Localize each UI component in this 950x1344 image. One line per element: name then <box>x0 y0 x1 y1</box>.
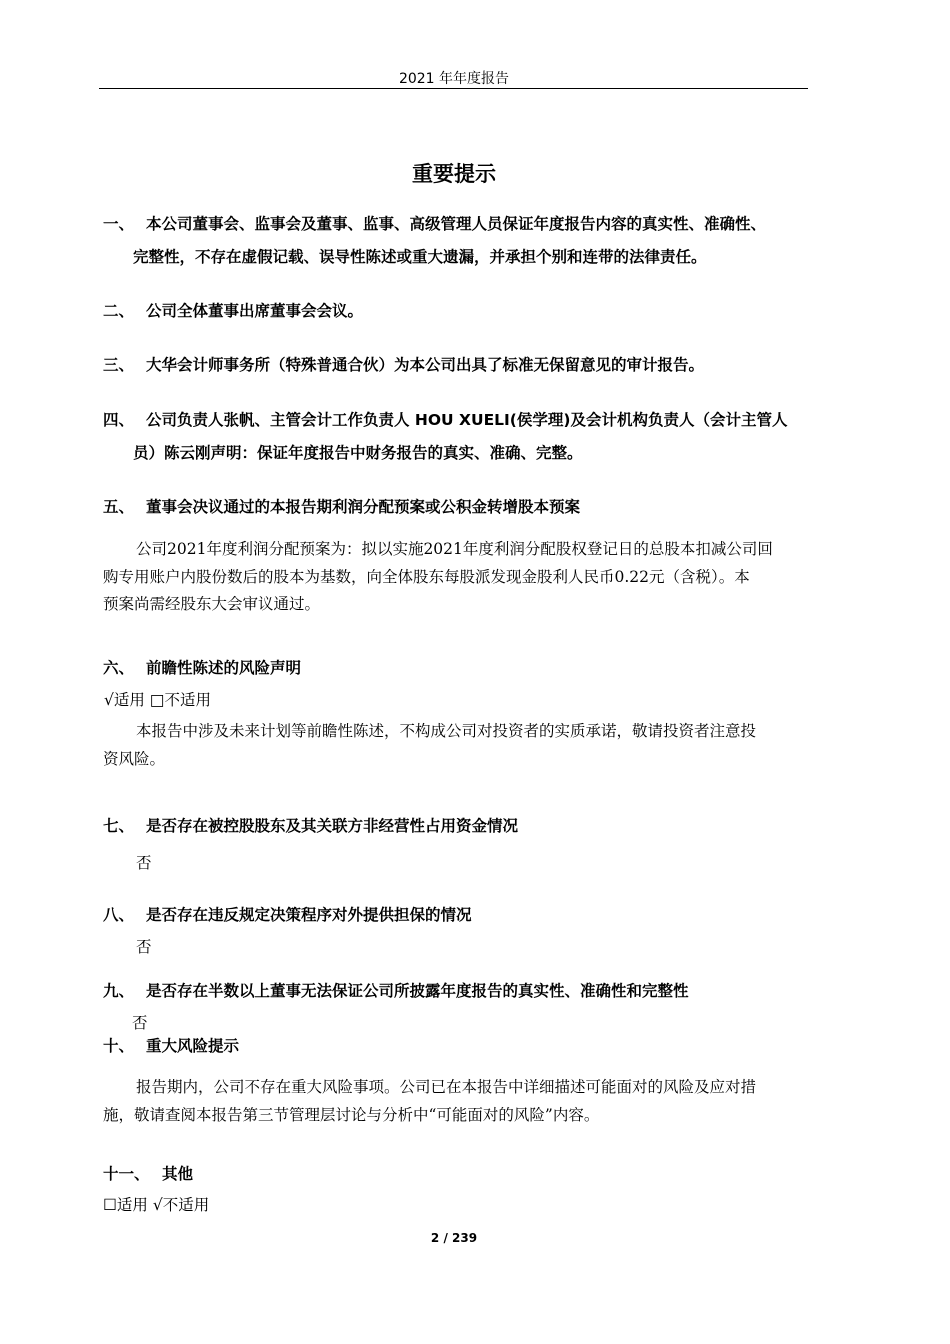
section-11-title: 其他 <box>162 1165 194 1183</box>
section-9-answer: 否 <box>132 1014 148 1032</box>
section-3-text: 大华会计师事务所（特殊普通合伙）为本公司出具了标准无保留意见的审计报告。 <box>146 356 705 374</box>
section-1-line-1: 本公司董事会、监事会及董事、监事、高级管理人员保证年度报告内容的真实性、准确性、 <box>146 215 767 233</box>
section-7-answer: 否 <box>136 854 152 872</box>
section-5-paragraph-line-3: 预案尚需经股东大会审议通过。 <box>103 595 321 613</box>
section-11-number: 十一、 <box>103 1165 150 1183</box>
section-4-line-2: 员）陈云刚声明：保证年度报告中财务报告的真实、准确、完整。 <box>133 444 583 462</box>
page-number: 2 / 239 <box>430 1231 478 1245</box>
section-2-number: 二、 <box>103 302 135 320</box>
section-7-number: 七、 <box>103 817 135 835</box>
section-2-text: 公司全体董事出席董事会会议。 <box>146 302 364 320</box>
section-10-title: 重大风险提示 <box>146 1037 240 1055</box>
section-4-line-1: 公司负责人张帆、主管会计工作负责人 HOU XUELI(侯学理)及会计机构负责人（会计主管人 <box>146 411 788 429</box>
section-10-number: 十、 <box>103 1037 135 1055</box>
section-1-line-2: 完整性，不存在虚假记载、误导性陈述或重大遗漏，并承担个别和连带的法律责任。 <box>133 248 707 266</box>
header-divider <box>99 88 808 89</box>
section-8-title: 是否存在违反规定决策程序对外提供担保的情况 <box>146 906 472 924</box>
section-9-number: 九、 <box>103 982 135 1000</box>
section-10-paragraph-line-2: 施，敬请查阅本报告第三节管理层讨论与分析中“可能面对的风险”内容。 <box>103 1106 600 1124</box>
section-5-number: 五、 <box>103 498 135 516</box>
section-4-number: 四、 <box>103 411 135 429</box>
page-title: 重要提示 <box>412 162 496 186</box>
section-3-number: 三、 <box>103 356 135 374</box>
section-6-paragraph-line-1: 本报告中涉及未来计划等前瞻性陈述，不构成公司对投资者的实质承诺，敬请投资者注意投 <box>136 722 757 740</box>
section-5-paragraph-line-2: 购专用账户内股份数后的股本为基数，向全体股东每股派发现金股利人民币0.22元（含税）。本 <box>103 568 750 586</box>
section-9-title: 是否存在半数以上董事无法保证公司所披露年度报告的真实性、准确性和完整性 <box>146 982 689 1000</box>
running-header: 2021 年年度报告 <box>398 71 510 87</box>
section-6-title: 前瞻性陈述的风险声明 <box>146 659 302 677</box>
section-6-number: 六、 <box>103 659 135 677</box>
section-5-title: 董事会决议通过的本报告期利润分配预案或公积金转增股本预案 <box>146 498 581 516</box>
section-7-title: 是否存在被控股股东及其关联方非经营性占用资金情况 <box>146 817 519 835</box>
section-10-paragraph-line-1: 报告期内，公司不存在重大风险事项。公司已在本报告中详细描述可能面对的风险及应对措 <box>136 1078 757 1096</box>
section-8-number: 八、 <box>103 906 135 924</box>
section-6-applicability: √适用 □不适用 <box>104 691 211 709</box>
section-5-paragraph-line-1: 公司2021年度利润分配预案为：拟以实施2021年度利润分配股权登记日的总股本扣减公司回 <box>136 540 773 558</box>
section-1-number: 一、 <box>103 215 135 233</box>
section-6-paragraph-line-2: 资风险。 <box>103 750 166 768</box>
section-11-applicability: ☐适用 √不适用 <box>103 1196 210 1214</box>
section-8-answer: 否 <box>136 938 152 956</box>
